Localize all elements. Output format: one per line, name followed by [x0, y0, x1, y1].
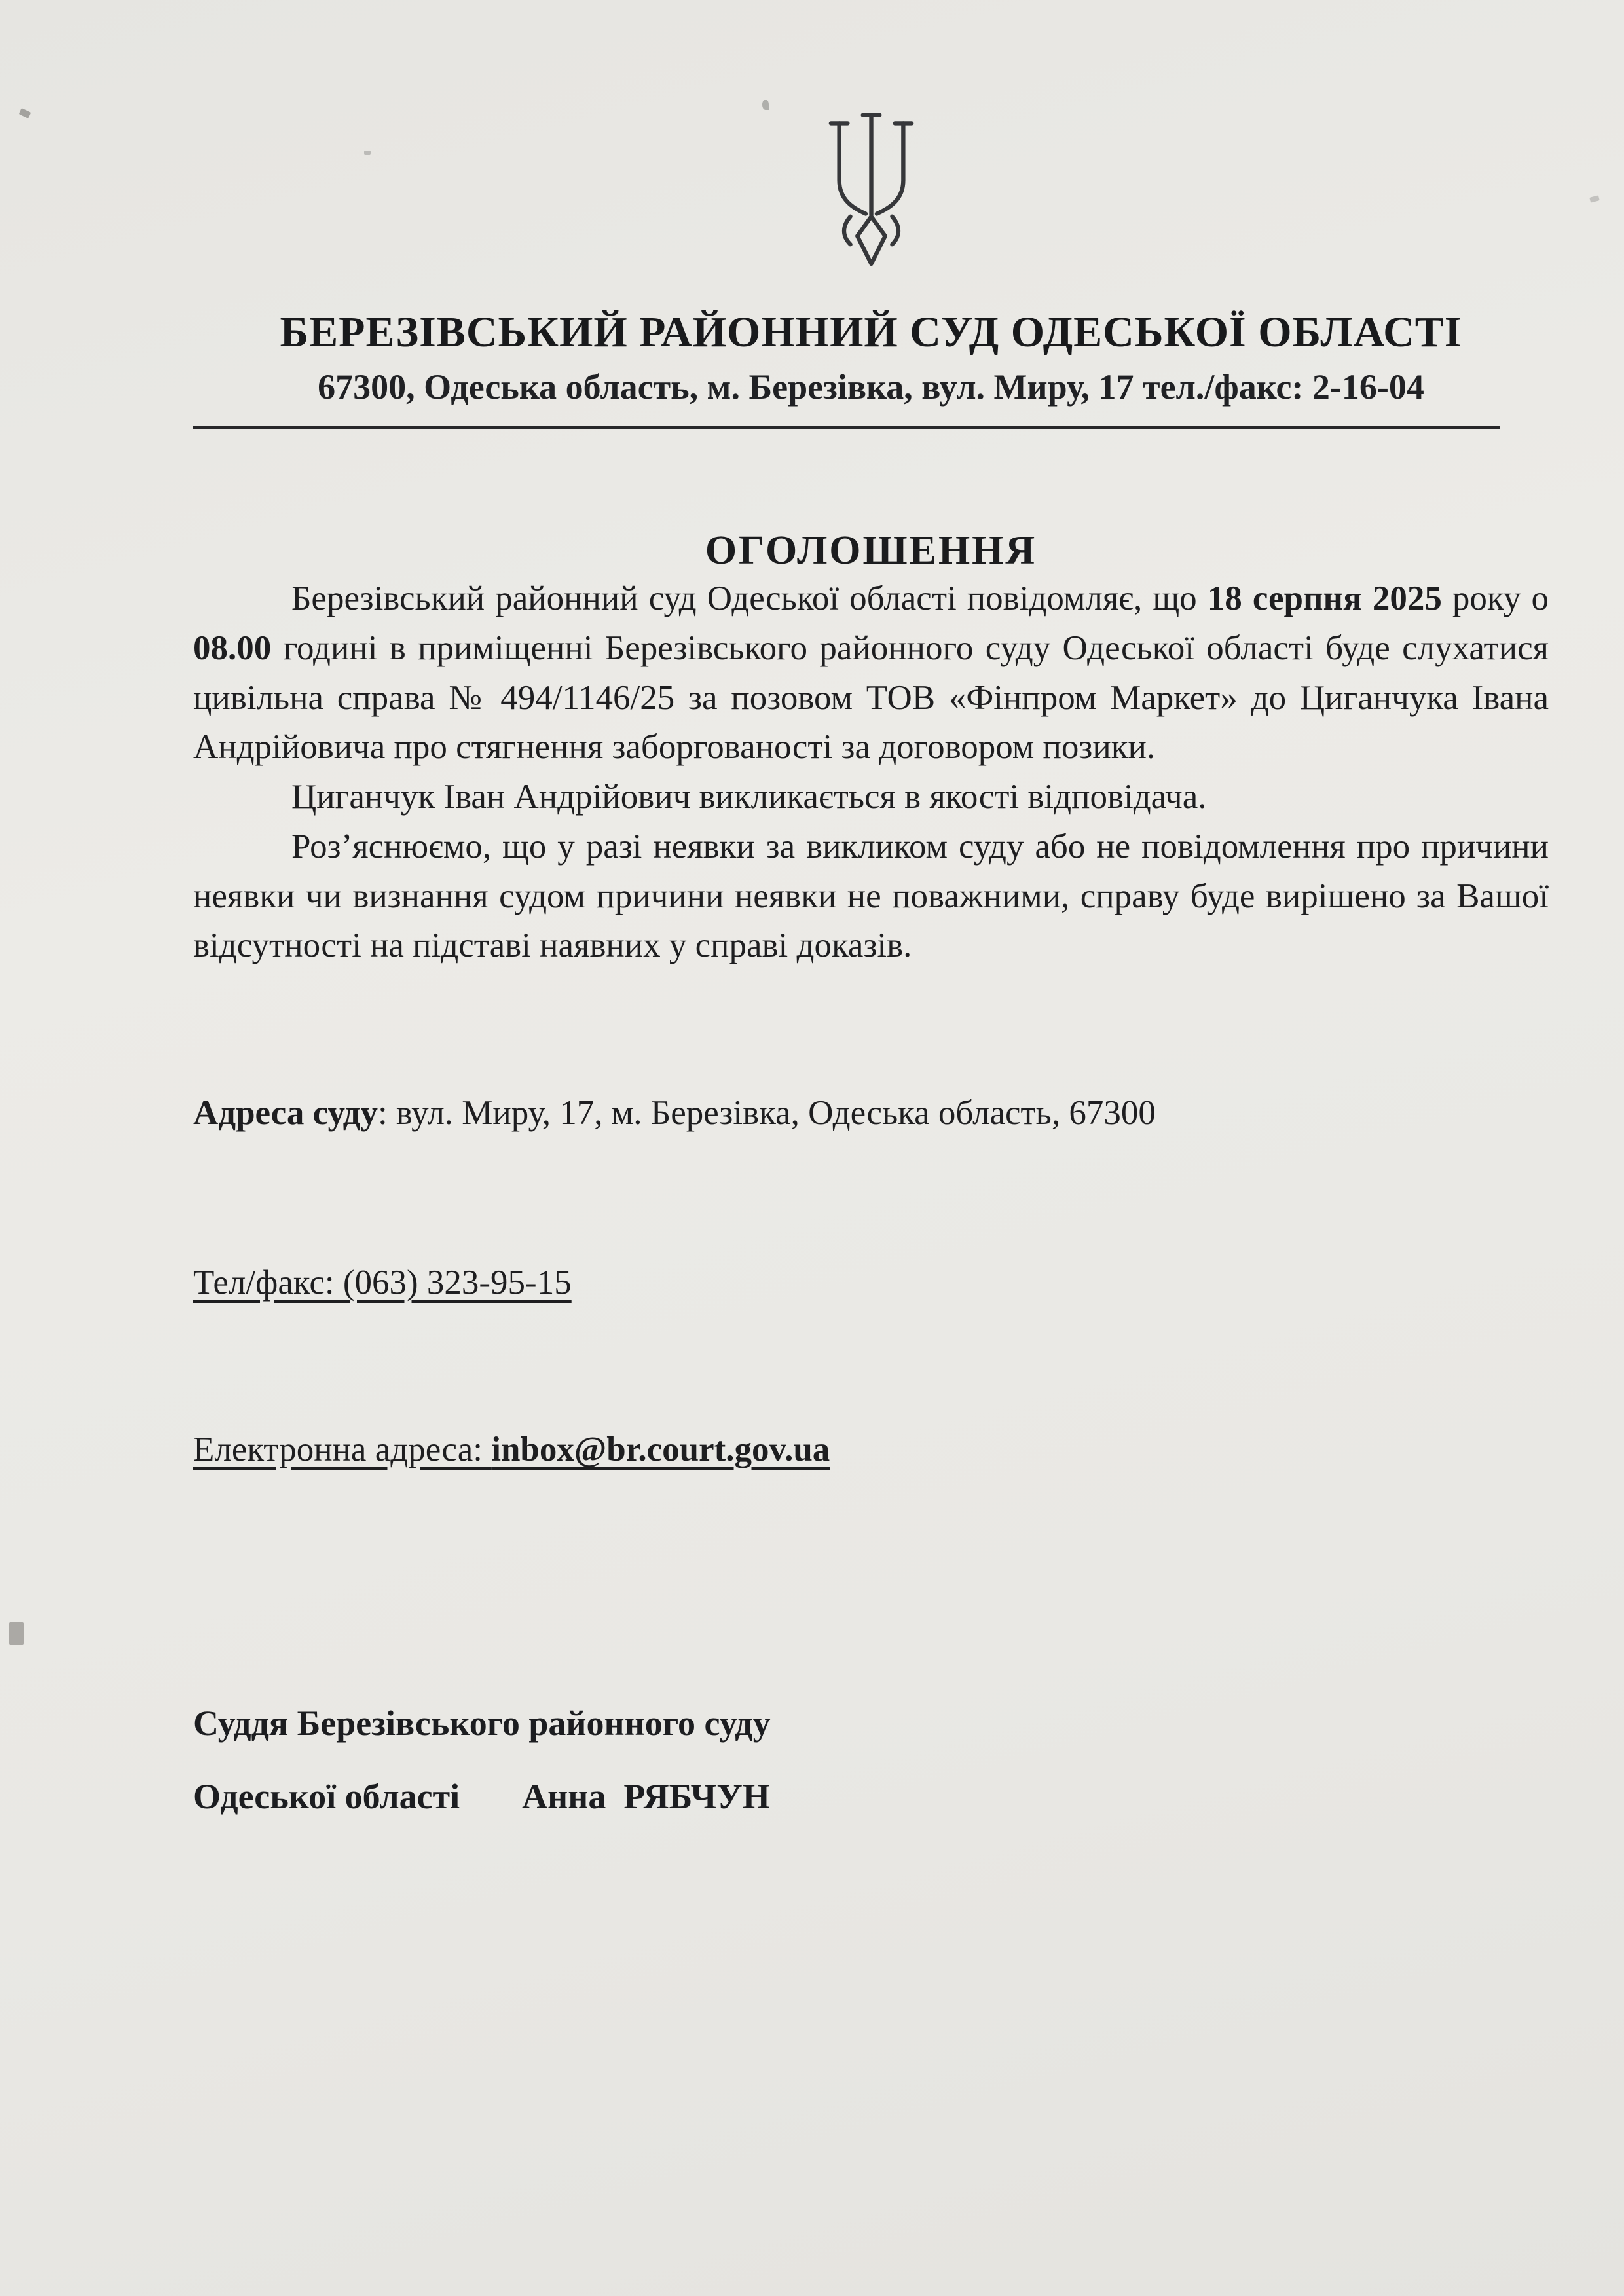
- announcement-paragraph-2: Циганчук Іван Андрійович викликається в якості відповідача.: [291, 778, 1207, 816]
- signature-line-1: Суддя Березівського районного суду: [193, 1703, 771, 1743]
- hearing-time: 08.00: [193, 629, 272, 667]
- hearing-date: 18 серпня 2025: [1207, 579, 1442, 617]
- paragraph-1-text: годині в приміщенні Березівського районного суду Одеської області буде слухатися цивільна справа № 494/1146/25 за позовом ТОВ «Фінпром Маркет» до Циганчука Івана Андрійовича про стягнення заборгованості за договором позики.: [193, 629, 1549, 767]
- scan-speck: [364, 151, 371, 155]
- phone-fax-line: Тел/факс: (063) 323-95-15: [193, 1264, 572, 1302]
- court-header-address: 67300, Одеська область, м. Березівка, вул. Миру, 17 тел./факс: 2-16-04: [318, 367, 1424, 407]
- paragraph-1-text: Березівський районний суд Одеської області повідомляє, що: [291, 579, 1208, 617]
- signature-block: [193, 1703, 1549, 1817]
- court-address-label: Адреса суду: [193, 1094, 378, 1133]
- signature-region: Одеської області: [193, 1776, 460, 1816]
- scan-speck: [9, 1622, 24, 1645]
- announcement-paragraph-1: [193, 574, 1549, 773]
- email-address: inbox@br.court.gov.ua: [491, 1430, 830, 1468]
- paragraph-1-text: року о: [1441, 579, 1549, 617]
- ukraine-trident-emblem-icon: [193, 108, 1549, 278]
- court-address-value: : вул. Миру, 17, м. Березівка, Одеська область, 67300: [377, 1094, 1156, 1133]
- signature-line-2: [193, 1776, 1549, 1817]
- scan-speck: [762, 100, 769, 110]
- document-title: ОГОЛОШЕННЯ: [705, 528, 1037, 573]
- court-name-heading: БЕРЕЗІВСЬКИЙ РАЙОННИЙ СУД ОДЕСЬКОЇ ОБЛАСТІ: [280, 308, 1462, 356]
- header-divider: [193, 426, 1500, 429]
- judge-name: Анна РЯБЧУН: [522, 1776, 770, 1816]
- court-address-line: [193, 1089, 1549, 1137]
- email-line: [193, 1425, 1549, 1474]
- announcement-paragraph-3: Роз’яснюємо, що у разі неявки за викликом суду або не повідомлення про причини неявки чи визнання судом причини неявки не поважними, справу буде вирішено за Вашої відсутності на підставі наявних у справі доказів.: [193, 827, 1549, 965]
- email-label: Електронна адреса:: [193, 1430, 492, 1468]
